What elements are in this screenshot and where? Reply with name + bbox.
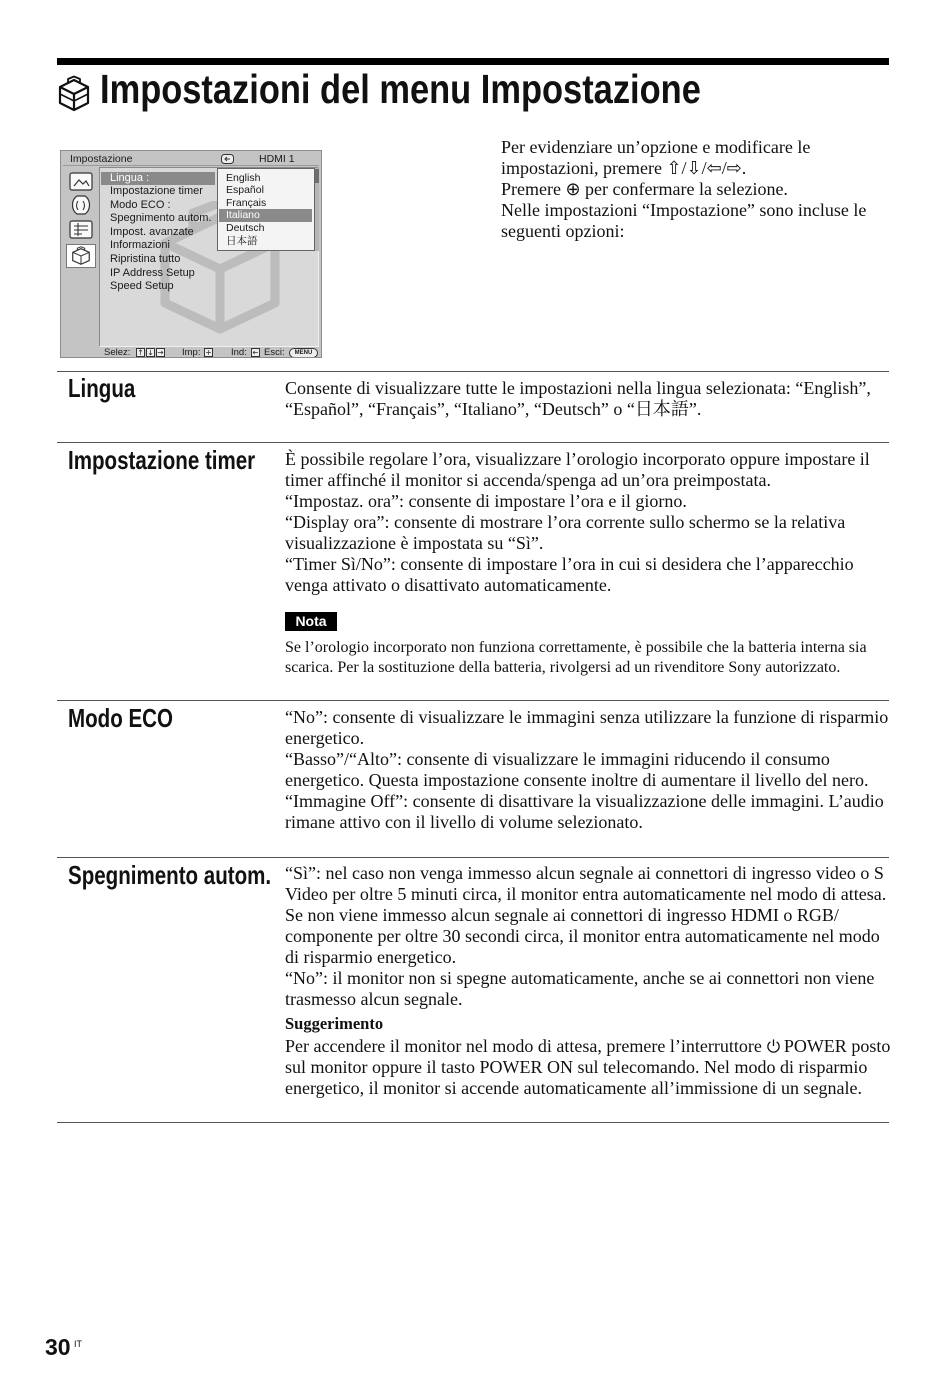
picture-icon	[66, 170, 96, 194]
power-icon	[766, 1038, 781, 1054]
text-line: È possibile regolare l’ora, visualizzare l’orologio incorporato oppure impostare il	[285, 448, 870, 469]
text-line: timer affinché il monitor si accenda/spenga ad un’ora preimpostata.	[285, 469, 771, 490]
note-text	[285, 638, 867, 678]
note-line: scarica. Per la sostituzione della batteria, rivolgersi ad un rivenditore Sony autorizzato.	[285, 659, 841, 676]
section-heading-timer: Impostazione timer	[68, 445, 256, 475]
section-divider	[57, 700, 889, 701]
osd-footer-enter: Imp:	[182, 347, 201, 358]
page-title: Impostazioni del menu Impostazione	[100, 66, 701, 112]
osd-menu-item: Spegnimento autom.	[110, 212, 212, 225]
intro-line: Nelle impostazioni “Impostazione” sono incluse le	[501, 199, 867, 220]
text-line: “Sì”: nel caso non venga immesso alcun segnale ai connettori di ingresso video o S	[285, 862, 884, 883]
osd-footer-exit: Esci:	[264, 347, 285, 358]
osd-menu-item: IP Address Setup	[110, 266, 195, 279]
up-down-arrow-icon	[136, 348, 145, 357]
section-heading-eco: Modo ECO	[68, 703, 173, 733]
osd-footer-select: Selez:	[104, 347, 131, 358]
top-rule	[57, 58, 889, 65]
section-heading-auto-off: Spegnimento autom.	[68, 860, 272, 890]
page-language-code: IT	[74, 1339, 82, 1349]
enter-plus-icon	[204, 348, 213, 357]
text-line: energetico.	[285, 727, 365, 748]
section-text-eco	[285, 707, 888, 833]
tip-line	[285, 1036, 890, 1057]
intro-line: Premere ⊕ per confermare la selezione.	[501, 178, 788, 199]
text-line: di risparmio energetico.	[285, 946, 457, 967]
tip-line: energetico, il monitor si accende automaticamente all’immissione di un segnale.	[285, 1077, 862, 1098]
section-text-timer	[285, 449, 870, 596]
intro-line: impostazioni, premere ⇧/⇩/⇦/⇨.	[501, 157, 747, 178]
sound-icon	[66, 193, 96, 217]
osd-language-dropdown	[217, 168, 315, 251]
tip-text	[285, 1036, 890, 1099]
section-divider	[57, 371, 889, 372]
osd-language-option: 日本語	[226, 234, 258, 247]
osd-language-option: Español	[226, 184, 264, 197]
back-arrow-icon	[251, 348, 260, 357]
text-line: “Immagine Off”: consente di disattivare la visualizzazione delle immagini. L’audio	[285, 790, 884, 811]
text-line: “No”: il monitor non si spegne automaticamente, anche se ai connettori non viene	[285, 967, 875, 988]
text-line: rimane attivo con il livello di volume selezionato.	[285, 811, 643, 832]
tip-line: sul monitor oppure il tasto POWER ON sul telecomando. Nel modo di risparmio	[285, 1056, 868, 1077]
text-line: “No”: consente di visualizzare le immagini senza utilizzare la funzione di risparmio	[285, 706, 889, 727]
osd-language-option: Français	[226, 196, 267, 209]
osd-menu-item: Speed Setup	[110, 280, 174, 293]
section-divider	[57, 442, 889, 443]
text-line: “Basso”/“Alto”: consente di visualizzare le immagini riducendo il consumo	[285, 748, 830, 769]
osd-menu-item: Impost. avanzate	[110, 225, 194, 238]
section-divider	[57, 1122, 889, 1123]
tip-heading: Suggerimento	[285, 1014, 384, 1033]
text-line: visualizzazione è impostata su “Sì”.	[285, 532, 544, 553]
osd-menu-item: Ripristina tutto	[110, 253, 181, 266]
section-text-auto-off	[285, 863, 886, 1010]
toolbox-icon	[66, 244, 96, 268]
osd-menu-screenshot	[60, 150, 322, 358]
toolbox-icon	[57, 75, 91, 112]
osd-language-option: Deutsch	[226, 222, 265, 235]
osd-language-option: English	[226, 171, 261, 184]
text-line: “Display ora”: consente di mostrare l’ora corrente sullo schermo se la relativa	[285, 511, 846, 532]
text-line: Consente di visualizzare tutte le impostazioni nella lingua selezionata: “English”,	[285, 377, 871, 398]
osd-input-label: HDMI 1	[259, 153, 295, 165]
osd-menu-item: Lingua :	[101, 172, 215, 186]
menu-button-label: MENU	[289, 348, 318, 358]
tip-line-end: POWER posto	[783, 1035, 891, 1056]
osd-menu-item: Informazioni	[110, 239, 170, 252]
text-line: Se non viene immesso alcun segnale ai connettori di ingresso HDMI o RGB/	[285, 904, 839, 925]
intro-text	[501, 137, 866, 242]
intro-line: Per evidenziare un’opzione e modificare le	[501, 136, 811, 157]
osd-dropdown-scroll-thumb	[315, 169, 319, 183]
osd-language-option: Italiano	[219, 209, 312, 222]
osd-header-divider	[63, 165, 319, 166]
intro-line: seguenti opzioni:	[501, 220, 625, 241]
section-heading-lingua: Lingua	[68, 373, 136, 403]
osd-footer-back: Ind:	[231, 347, 247, 358]
down-arrow-icon	[146, 348, 155, 357]
text-line: “Timer Sì/No”: consente di impostare l’ora in cui si desidera che l’apparecchio	[285, 553, 854, 574]
text-line: Video per oltre 5 minuti circa, il monitor entra automaticamente nel modo di attesa.	[285, 883, 887, 904]
osd-header-title: Impostazione	[70, 153, 133, 165]
page-number: 30	[45, 1334, 71, 1360]
text-line: “Impostaz. ora”: consente di impostare l’ora e il giorno.	[285, 490, 687, 511]
tip-line-start: Per accendere il monitor nel modo di attesa, premere l’interruttore	[285, 1035, 762, 1056]
left-right-arrow-icon	[156, 348, 165, 357]
setup-icon	[66, 218, 96, 242]
text-line: componente per oltre 30 secondi circa, il monitor entra automaticamente nel modo	[285, 925, 880, 946]
section-text-lingua	[285, 378, 871, 420]
osd-menu-item: Impostazione timer	[110, 185, 203, 198]
section-divider	[57, 857, 889, 858]
text-line: trasmesso alcun segnale.	[285, 988, 463, 1009]
text-line: “Español”, “Français”, “Italiano”, “Deutsch” o “日本語”.	[285, 398, 702, 419]
osd-menu-list	[101, 172, 215, 294]
note-line: Se l’orologio incorporato non funziona correttamente, è possibile che la batteria interna sia	[285, 639, 867, 656]
input-icon	[221, 154, 234, 164]
osd-menu-item: Modo ECO :	[110, 198, 171, 211]
text-line: energetico. Questa impostazione consente inoltre di aumentare il livello del nero.	[285, 769, 869, 790]
text-line: venga attivato o disattivato automaticamente.	[285, 574, 612, 595]
note-badge: Nota	[285, 612, 337, 631]
